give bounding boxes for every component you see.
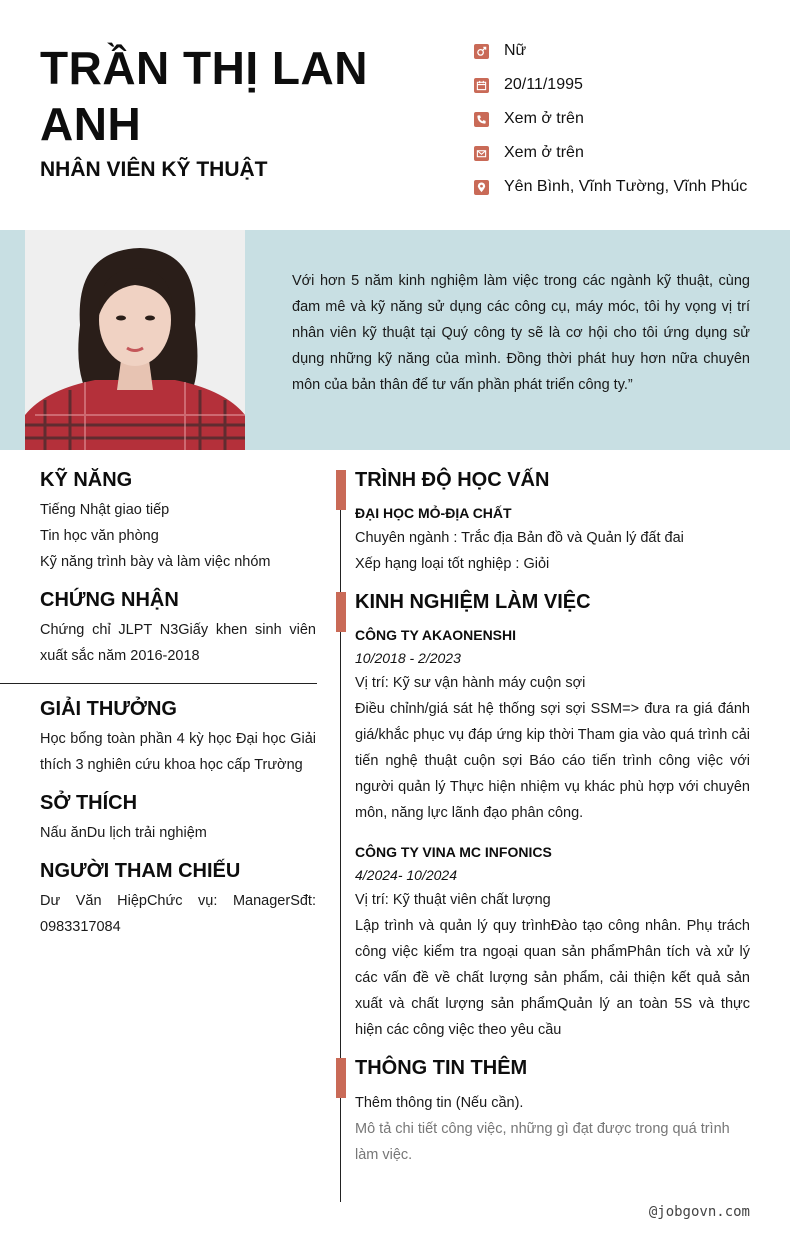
info-email [474,141,584,165]
hobbies-text: Nấu ănDu lịch trải nghiệm [40,825,207,841]
info-phone [474,107,584,131]
job-description: Lập trình và quản lý quy trìnhĐào tạo công nhân. Phụ trách công việc kiểm tra ngoại quan sản phẩmPhân tích và xử lý các vấn đề về chất lượng sản phẩm, cải thiện kết quả sản xuất và chất lượng sản phẩmQuản lý an toàn 5S và thực hiện các công việc theo yêu cầu [355,918,750,1038]
education-rank: Xếp hạng loại tốt nghiệp : Giỏi [355,556,550,572]
company-name: CÔNG TY AKAONENSHI [355,627,517,643]
gender-icon [474,44,489,59]
info-birthdate [474,73,583,97]
email-icon [474,146,489,161]
section-marker [336,592,346,632]
skill-item: Tin học văn phòng [40,528,159,544]
section-marker [336,470,346,510]
location-icon [474,180,489,195]
phone-value: Xem ở trên [504,110,584,127]
section-marker [336,1058,346,1098]
certificates-title: CHỨNG NHẬN [40,589,179,611]
gender-value: Nữ [504,42,527,59]
hobbies-title: SỞ THÍCH [40,792,138,814]
info-gender [474,39,526,63]
birthdate-value: 20/11/1995 [504,76,583,93]
job-position: Vị trí: Kỹ sư vận hành máy cuộn sợi [355,675,586,691]
email-value: Xem ở trên [504,144,584,161]
additional-info-title: THÔNG TIN THÊM [355,1057,528,1079]
awards-text: Học bổng toàn phần 4 kỳ học Đại học Giải thích 3 nghiên cứu khoa học cấp Trường [40,731,316,773]
company-name: CÔNG TY VINA MC INFONICS [355,844,552,860]
education-title: TRÌNH ĐỘ HỌC VẤN [355,469,550,491]
experience-title: KINH NGHIỆM LÀM VIỆC [355,591,591,613]
job-description: Điều chỉnh/giá sát hệ thống sợi sợi SSM=> đưa ra giá đánh giá/khắc phục vụ đáp ứng kip thời Tham gia vào quá trình cải tiến nghệ thuật cuộn sợi Báo cáo tiến trình công việc với người quản lý Thực hiện nhiệm vụ khác phù hợp với chuyên môn, năng lực lãnh đạo phân công. [355,701,750,821]
school-name: ĐẠI HỌC MỎ-ĐỊA CHẤT [355,505,512,521]
career-summary: Với hơn 5 năm kinh nghiệm làm việc trong các ngành kỹ thuật, cùng đam mê và kỹ năng sử dụng các công cụ, máy móc, tôi hy vọng vị trí nhân viên kỹ thuật tại Quý công ty sẽ là cơ hội cho tôi ứng dụng sử dụng những kỹ năng của mình. Đồng thời phát huy hơn nữa chuyên môn của bản thân để tư vấn phần phát triển công ty.” [292,273,750,393]
info-location [474,175,747,199]
location-value: Yên Bình, Vĩnh Tường, Vĩnh Phúc [504,178,748,195]
watermark: @jobgovn.com [648,1204,750,1220]
job-period: 4/2024- 10/2024 [355,867,457,883]
job-position: Vị trí: Kỹ thuật viên chất lượng [355,892,551,908]
references-title: NGƯỜI THAM CHIẾU [40,860,241,882]
skill-item: Tiếng Nhật giao tiếp [40,502,170,518]
education-major: Chuyên ngành : Trắc địa Bản đồ và Quản lý đất đai [355,530,684,546]
profile-photo [25,230,245,450]
skill-item: Kỹ năng trình bày và làm việc nhóm [40,554,271,570]
additional-info-text: Thêm thông tin (Nếu cần). [355,1095,524,1111]
job-title: NHÂN VIÊN KỸ THUẬT [40,158,268,181]
section-divider [0,683,317,684]
calendar-icon [474,78,489,93]
candidate-name: TRẦN THỊ LAN ANH [40,42,368,150]
references-text: Dư Văn HiệpChức vụ: ManagerSđt: 0983317084 [40,893,316,935]
additional-info-description: Mô tả chi tiết công việc, những gì đạt được trong quá trình làm việc. [355,1121,730,1163]
skills-title: KỸ NĂNG [40,469,133,491]
awards-title: GIẢI THƯỞNG [40,698,177,720]
job-period: 10/2018 - 2/2023 [355,650,461,666]
certificates-text: Chứng chỉ JLPT N3Giấy khen sinh viên xuất sắc năm 2016-2018 [40,622,316,664]
phone-icon [474,112,489,127]
